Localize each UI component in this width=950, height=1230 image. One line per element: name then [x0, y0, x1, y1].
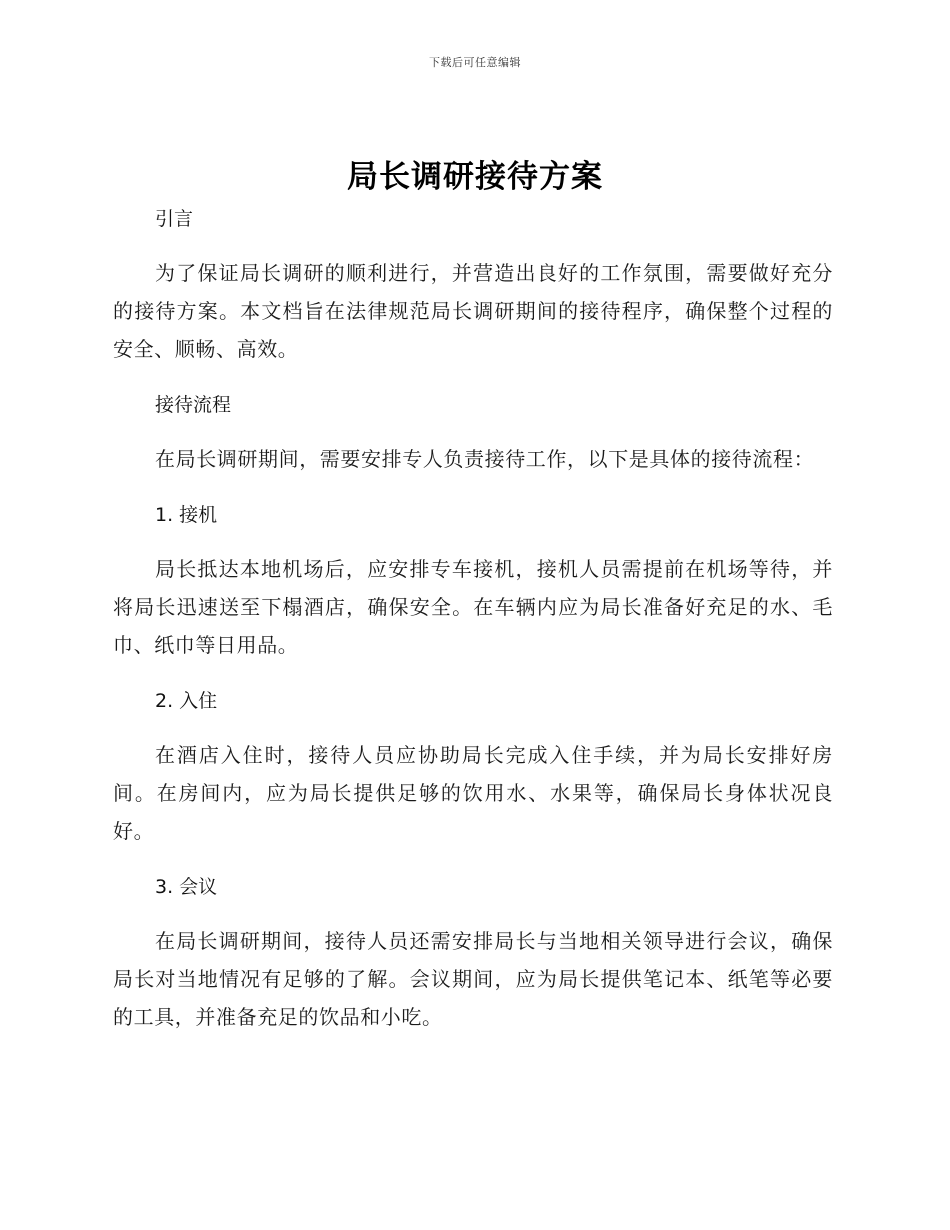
section-paragraph: 为了保证局长调研的顺利进行，并营造出良好的工作氛围，需要做好充分的接待方案。本文档旨在法律规范局长调研期间的接待程序，确保整个过程的安全、顺畅、高效。	[113, 261, 833, 361]
section-check-in	[113, 682, 833, 850]
section-intro	[113, 200, 833, 368]
section-meeting	[113, 868, 833, 1036]
section-heading: 2. 入住	[155, 690, 218, 712]
section-airport-pickup	[113, 496, 833, 664]
section-paragraph: 在酒店入住时，接待人员应协助局长完成入住手续，并为局长安排好房间。在房间内，应为局长提供足够的饮用水、水果等，确保局长身体状况良好。	[113, 743, 833, 843]
document-body	[113, 200, 833, 1036]
section-heading: 引言	[155, 208, 194, 230]
section-heading: 接待流程	[155, 394, 232, 416]
section-reception-process	[113, 386, 833, 478]
section-paragraph: 在局长调研期间，接待人员还需安排局长与当地相关领导进行会议，确保局长对当地情况有足够的了解。会议期间，应为局长提供笔记本、纸笔等必要的工具，并准备充足的饮品和小吃。	[113, 929, 833, 1029]
section-paragraph: 在局长调研期间，需要安排专人负责接待工作，以下是具体的接待流程：	[155, 447, 815, 471]
section-heading: 3. 会议	[155, 876, 218, 898]
section-heading: 1. 接机	[155, 504, 218, 526]
section-paragraph: 局长抵达本地机场后，应安排专车接机，接机人员需提前在机场等待，并将局长迅速送至下榻酒店，确保安全。在车辆内应为局长准备好充足的水、毛巾、纸巾等日用品。	[113, 557, 833, 657]
document-title: 局长调研接待方案	[347, 159, 603, 195]
header-note: 下载后可任意编辑	[429, 56, 521, 69]
